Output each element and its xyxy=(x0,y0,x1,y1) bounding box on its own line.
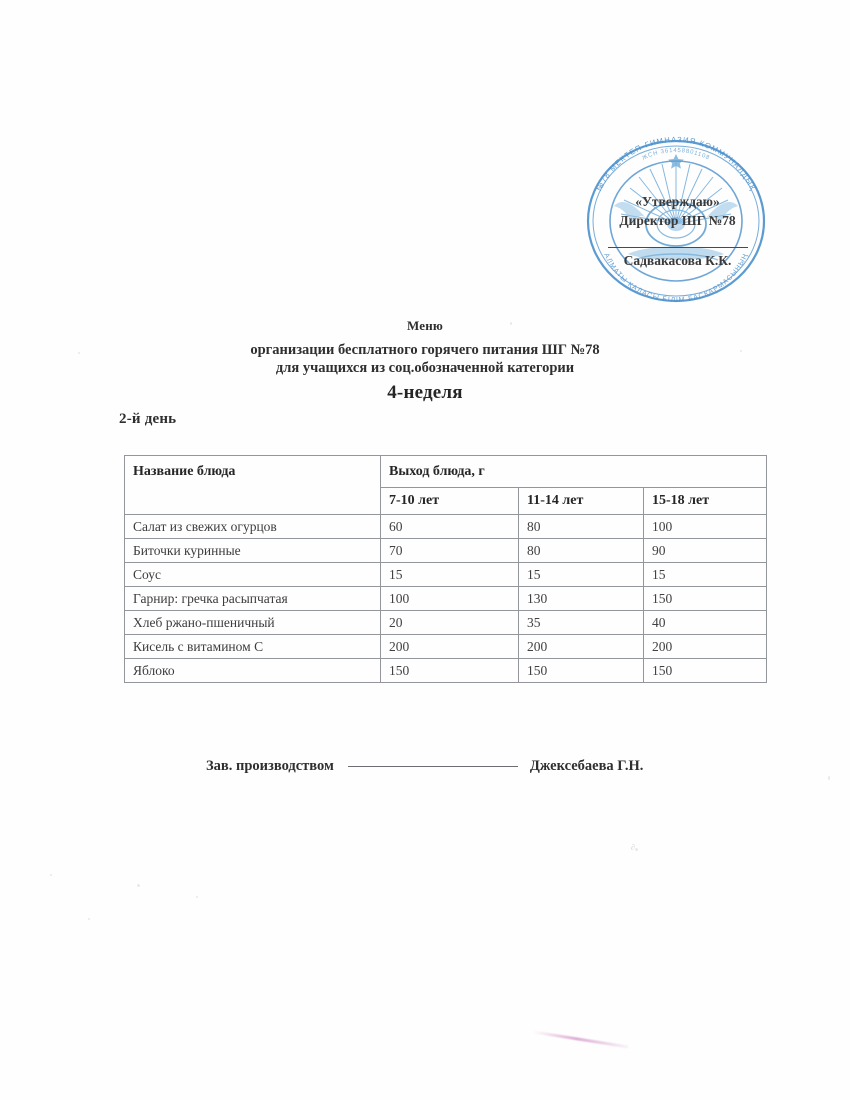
cell-dish: Салат из свежих огурцов xyxy=(125,515,381,539)
approval-line-3: Садвакасова К.К. xyxy=(623,253,732,268)
cell-yield-7-10: 70 xyxy=(381,539,519,563)
header-dish-name-spacer xyxy=(125,488,381,515)
cell-yield-15-18: 40 xyxy=(644,611,767,635)
cell-yield-7-10: 20 xyxy=(381,611,519,635)
table-row xyxy=(125,611,767,635)
title-subline-2: для учащихся из соц.обозначенной категории xyxy=(275,360,575,376)
table-row xyxy=(125,539,767,563)
cell-yield-15-18: 200 xyxy=(644,635,767,659)
cell-yield-11-14: 15 xyxy=(519,563,644,587)
menu-table xyxy=(124,455,767,683)
cell-yield-7-10: 200 xyxy=(381,635,519,659)
cell-yield-7-10: 15 xyxy=(381,563,519,587)
cell-dish: Гарнир: гречка расыпчатая xyxy=(125,587,381,611)
header-age-11-14: 11-14 лет xyxy=(519,488,644,515)
table-row xyxy=(125,563,767,587)
header-yield-group: Выход блюда, г xyxy=(381,456,767,488)
cell-dish: Яблоко xyxy=(125,659,381,683)
table-row xyxy=(125,515,767,539)
cell-dish: Кисель с витамином С xyxy=(125,635,381,659)
table-header-row-1 xyxy=(125,456,767,488)
director-signature-rule xyxy=(608,247,748,248)
scan-speck: ∂ xyxy=(631,843,635,852)
approval-line-2: Директор ШГ №78 xyxy=(619,213,736,228)
cell-yield-11-14: 80 xyxy=(519,515,644,539)
svg-text:№78 МЕКТЕП-ГИМНАЗИЯ КОММУНАЛДЫ: №78 МЕКТЕП-ГИМНАЗИЯ КОММУНАЛДЫҚ xyxy=(594,134,758,193)
scan-speck xyxy=(828,776,830,780)
svg-text:АЛМАТЫ ҚАЛАСЫ БІЛІМ БАСҚАРМАСЫ: АЛМАТЫ ҚАЛАСЫ БІЛІМ БАСҚАРМАСЫНЫҢ xyxy=(602,252,750,305)
page-title: Меню xyxy=(406,318,444,333)
cell-yield-15-18: 100 xyxy=(644,515,767,539)
signature-block xyxy=(206,758,643,775)
week-label: 4-неделя xyxy=(387,382,463,403)
table-row xyxy=(125,635,767,659)
day-label: 2-й день xyxy=(119,411,177,427)
cell-yield-11-14: 200 xyxy=(519,635,644,659)
cell-dish: Соус xyxy=(125,563,381,587)
scan-speck xyxy=(50,874,52,876)
scan-speck xyxy=(635,848,638,851)
cell-yield-15-18: 15 xyxy=(644,563,767,587)
cell-yield-11-14: 80 xyxy=(519,539,644,563)
header-age-15-18: 15-18 лет xyxy=(644,488,767,515)
cell-yield-11-14: 35 xyxy=(519,611,644,635)
cell-yield-15-18: 90 xyxy=(644,539,767,563)
scan-speck xyxy=(137,884,140,887)
signature-name: Джексебаева Г.Н. xyxy=(529,758,644,774)
cell-dish: Хлеб ржано-пшеничный xyxy=(125,611,381,635)
cell-yield-11-14: 150 xyxy=(519,659,644,683)
cell-dish: Биточки куринные xyxy=(125,539,381,563)
table-header-row-2 xyxy=(125,488,767,515)
table-row xyxy=(125,659,767,683)
cell-yield-7-10: 60 xyxy=(381,515,519,539)
approval-line-1: «Утверждаю» xyxy=(635,194,720,209)
table-body xyxy=(125,515,767,683)
cell-yield-11-14: 130 xyxy=(519,587,644,611)
table-row xyxy=(125,587,767,611)
signature-role: Зав. производством xyxy=(206,758,334,774)
table-header xyxy=(125,456,767,515)
scan-streak xyxy=(533,1031,628,1049)
header-dish-name: Название блюда xyxy=(125,456,381,488)
cell-yield-15-18: 150 xyxy=(644,659,767,683)
header-age-7-10: 7-10 лет xyxy=(381,488,519,515)
cell-yield-7-10: 150 xyxy=(381,659,519,683)
approval-block xyxy=(560,192,795,270)
cell-yield-15-18: 150 xyxy=(644,587,767,611)
title-block xyxy=(0,318,850,404)
title-subline-1: организации бесплатного горячего питания ШГ №78 xyxy=(250,342,600,358)
scan-speck xyxy=(196,896,198,898)
scan-speck xyxy=(88,918,90,920)
svg-text:ЖСН 361458801108: ЖСН 361458801108 xyxy=(641,147,711,162)
cell-yield-7-10: 100 xyxy=(381,587,519,611)
signature-rule xyxy=(348,766,518,767)
